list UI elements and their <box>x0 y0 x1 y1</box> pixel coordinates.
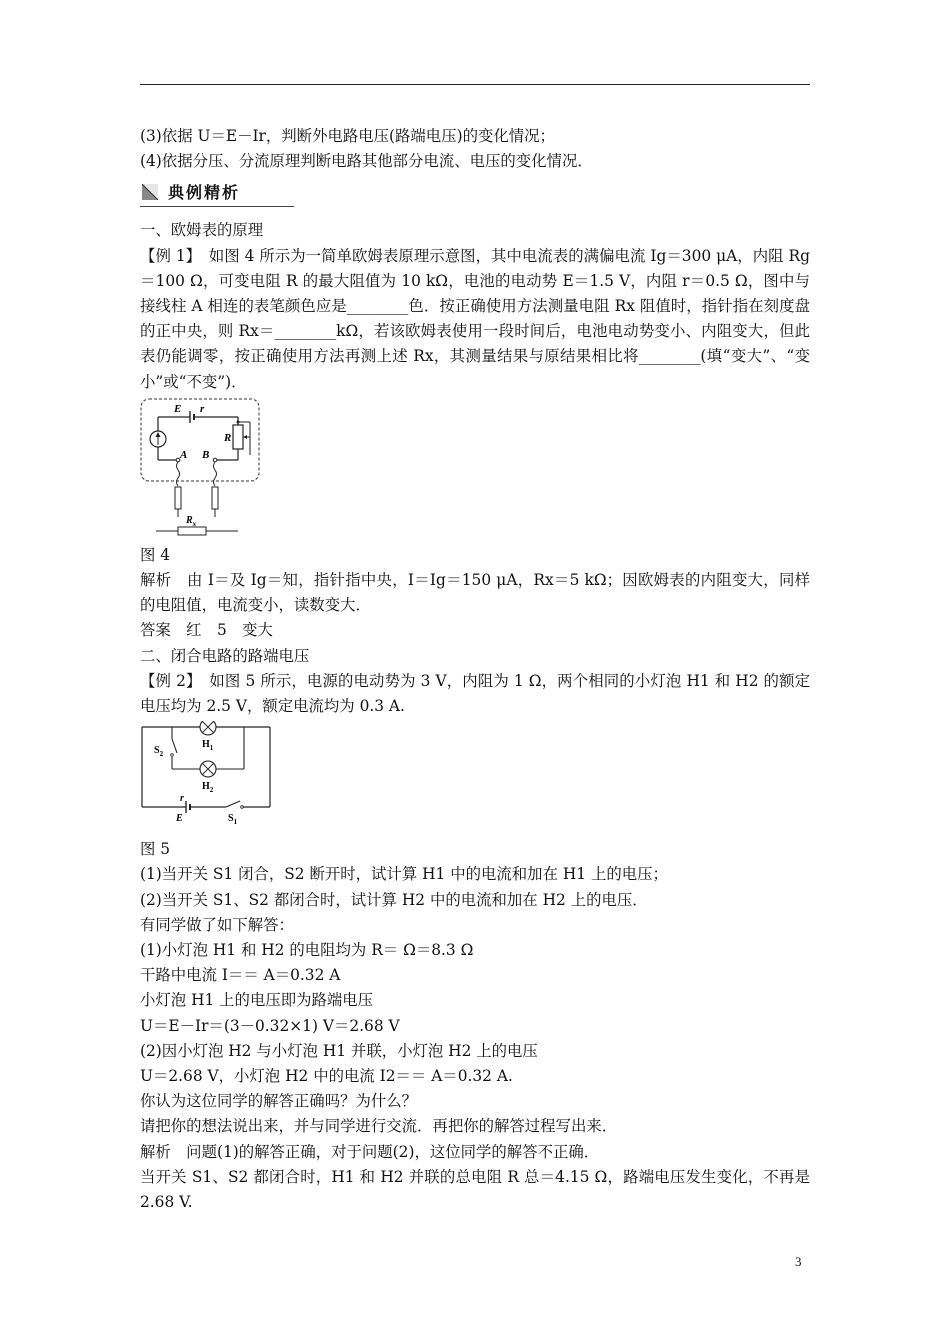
page-number: 3 <box>795 1254 802 1269</box>
label-S2-sub: 2 <box>159 750 164 759</box>
section-title: 典例精析 <box>168 183 241 203</box>
label-A: A <box>180 448 188 461</box>
label-R: R <box>224 431 232 444</box>
example-1-text: 【例 1】 如图 4 所示为一简单欧姆表原理示意图，其中电流表的满偏电流 Ig＝300 μA，内阻 Rg＝100 Ω，可变电阻 R 的最大阻值为 10 kΩ，电池的电动势 E＝1.5 V，内阻 r＝0.5 Ω，图中与接线柱 A 相连的表笔颜色应是________色．按正确使用方法测量电阻 Rx 阻值时，指针指在刻度盘的正中央，则 Rx＝________kΩ，若该欧姆表使用一段时间后，电池电动势变小、内阻变大，但此表仍能调零，按正确使用方法再测上述 Rx，其测量结果与原结果相比将________(填“变大”、“变小”或“不变”)． <box>140 246 810 391</box>
label-Rx-main: R <box>186 514 193 526</box>
example-2-text: 【例 2】 如图 5 所示，电源的电动势为 3 V，内阻为 1 Ω，两个相同的小灯泡 H1 和 H2 的额定电压均为 2.5 V，额定电流均为 0.3 A. <box>140 671 810 716</box>
text-line: U＝E－Ir＝(3－0.32×1) V＝2.68 V <box>140 1016 400 1035</box>
label-S1 <box>228 813 238 826</box>
label-E: E <box>174 402 182 415</box>
text-line: 解析 问题(1)的解答正确，对于问题(2)，这位同学的解答不正确． <box>140 1142 600 1161</box>
answer-1: 答案 红 5 变大 <box>140 621 273 640</box>
section-heading <box>140 180 810 210</box>
label-S1-main: S <box>228 813 234 825</box>
label-H1-sub: 1 <box>209 744 214 753</box>
final-paragraph: 当开关 S1、S2 都闭合时，H1 和 H2 并联的总电阻 R 总＝4.15 Ω，路端电压发生变化，不再是 2.68 V. <box>140 1167 810 1212</box>
figure-5-caption: 图 5 <box>140 840 171 859</box>
label-E-5: E <box>176 813 183 825</box>
text-line: U＝2.68 V，小灯泡 H2 中的电流 I2＝＝ A＝0.32 A. <box>140 1067 513 1086</box>
text-line: 小灯泡 H1 上的电压即为路端电压 <box>140 991 374 1010</box>
label-H1-main: H <box>202 739 210 751</box>
label-H2 <box>202 781 214 794</box>
figure-5-lamp-circuit <box>140 721 280 827</box>
label-r-5: r <box>180 793 184 805</box>
label-H2-main: H <box>202 781 210 793</box>
label-Rx <box>185 515 197 528</box>
text-line: (3)依据 U＝E－Ir，判断外电路电压(路端电压)的变化情况； <box>140 127 555 145</box>
analysis-1: 解析 由 I＝及 Ig＝知，指针指中央，I＝Ig＝150 μA，Rx＝5 kΩ；因欧姆表的内阻变大，同样的电阻值，电流变小，读数变大． <box>140 571 810 615</box>
label-H1 <box>202 739 214 752</box>
text-line: 你认为这位同学的解答正确吗？为什么？ <box>140 1092 418 1111</box>
text-line: (2)当开关 S1、S2 都闭合时，试计算 H2 中的电流和加在 H2 上的电压． <box>140 890 648 909</box>
label-H2-sub: 2 <box>209 786 214 795</box>
label-r: r <box>200 402 205 415</box>
text-line: 请把你的想法说出来，并与同学进行交流．再把你的解答过程写出来． <box>140 1117 618 1136</box>
figure-4-ohmmeter-circuit <box>140 395 270 543</box>
text-line: (1)小灯泡 H1 和 H2 的电阻均为 R＝ Ω＝8.3 Ω <box>140 941 474 960</box>
text-line: (4)依据分压、分流原理判断电路其他部分电流、电压的变化情况． <box>140 152 593 171</box>
diagonal-stripes-icon <box>142 184 158 200</box>
figure-4-caption: 图 4 <box>140 545 171 564</box>
label-S2-main: S <box>154 745 160 757</box>
label-S1-sub: 1 <box>233 818 238 827</box>
label-Rx-sub: x <box>192 519 197 528</box>
text-line: (1)当开关 S1 闭合，S2 断开时，试计算 H1 中的电流和加在 H1 上的电压； <box>140 865 668 884</box>
label-S2 <box>154 745 164 758</box>
label-B: B <box>202 448 210 461</box>
text-line: 干路中电流 I＝＝ A＝0.32 A <box>140 966 341 985</box>
text-line: (2)因小灯泡 H2 与小灯泡 H1 并联，小灯泡 H2 上的电压 <box>140 1041 538 1060</box>
text-line: 有同学做了如下解答： <box>140 915 294 934</box>
subheading-terminal-voltage: 二、闭合电路的路端电压 <box>140 646 310 665</box>
header-rule <box>140 84 810 85</box>
section-underline <box>140 206 294 207</box>
page-content <box>140 124 810 1215</box>
subheading-ohmmeter: 一、欧姆表的原理 <box>140 221 264 240</box>
